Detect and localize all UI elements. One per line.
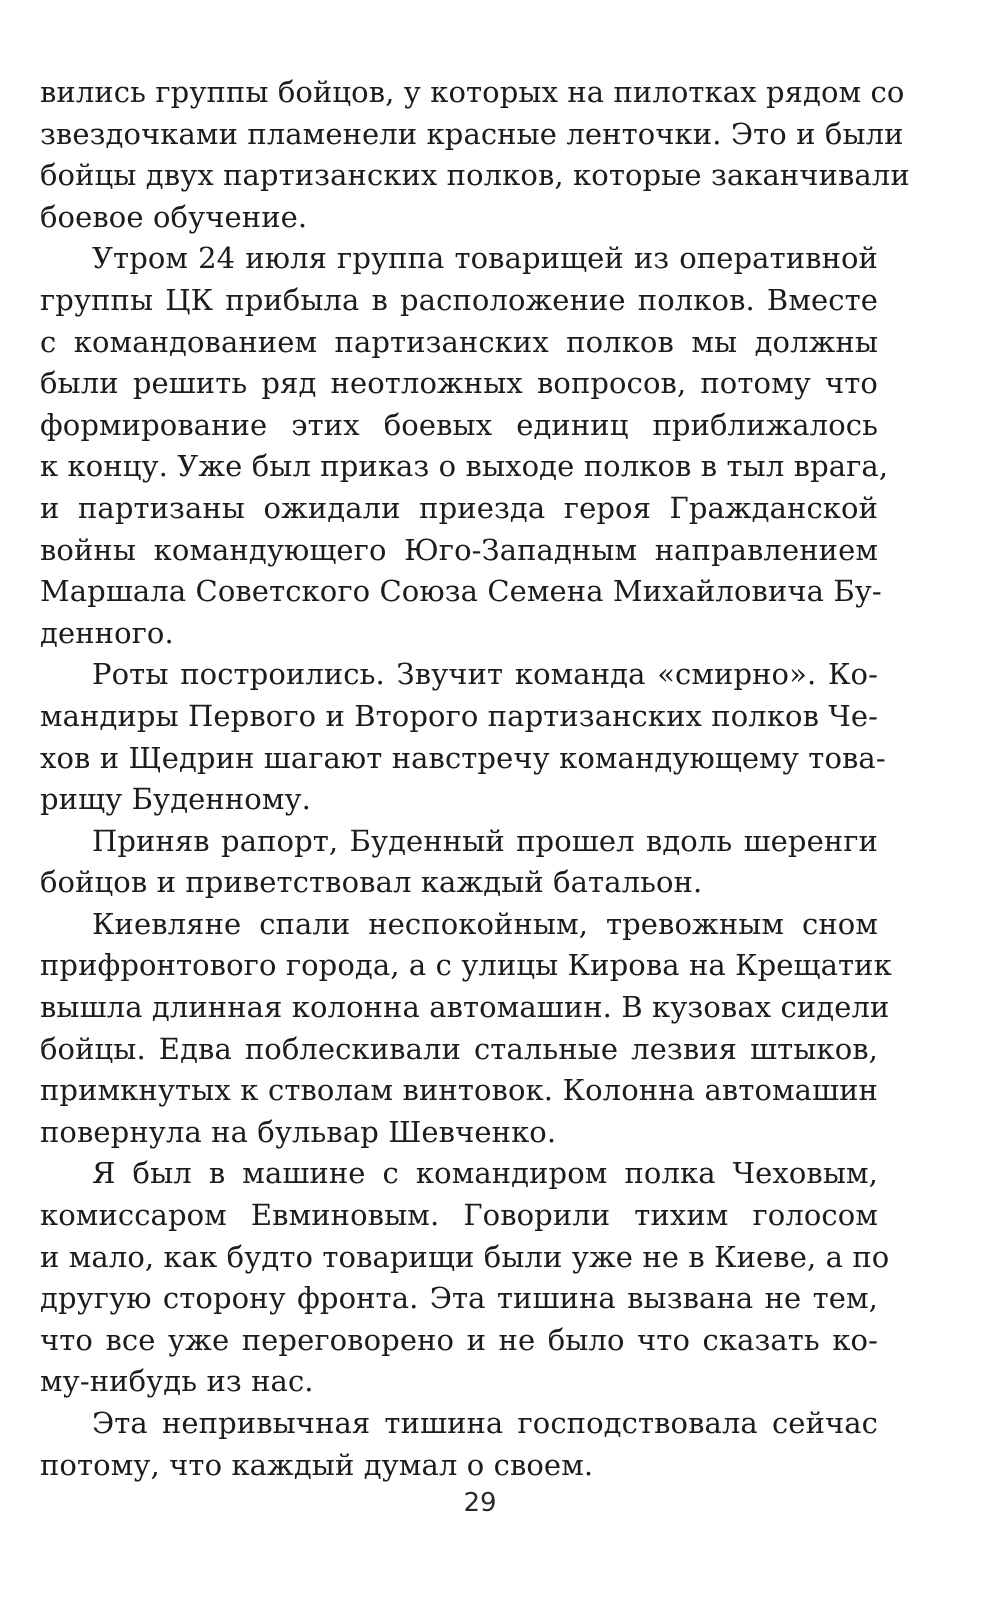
paragraph-1 bbox=[40, 72, 910, 238]
text-line: к концу. Уже был приказ о выходе полков в тыл врага, bbox=[40, 449, 889, 484]
paragraph-2 bbox=[40, 238, 889, 654]
text-line: му-нибудь из нас. bbox=[40, 1364, 314, 1399]
text-line: войны командующего Юго-Западным направлением bbox=[40, 532, 878, 567]
text-line: и партизаны ожидали приезда героя Гражданской bbox=[40, 490, 878, 525]
text-line: с командованием партизанских полков мы должны bbox=[40, 324, 878, 359]
text-line: другую сторону фронта. Эта тишина вызвана не тем, bbox=[40, 1281, 878, 1316]
text-line: вышла длинная колонна автомашин. В кузовах сидели bbox=[40, 990, 890, 1025]
body-text bbox=[40, 72, 910, 1486]
text-line: Я был в машине с командиром полка Чеховым, bbox=[92, 1156, 878, 1191]
text-line: прифронтового города, а с улицы Кирова на Крещатик bbox=[40, 948, 892, 983]
text-line: Утром 24 июля группа товарищей из оперативной bbox=[92, 241, 878, 276]
text-line: бойцы двух партизанских полков, которые заканчивали bbox=[40, 158, 910, 193]
text-line: бойцы. Едва поблескивали стальные лезвия штыков, bbox=[40, 1031, 878, 1066]
text-line: Маршала Советского Союза Семена Михайловича Бу- bbox=[40, 574, 882, 609]
text-line: повернула на бульвар Шевченко. bbox=[40, 1114, 557, 1149]
page-number: 29 bbox=[463, 1488, 497, 1518]
text-line: денного. bbox=[40, 615, 174, 650]
text-line: бойцов и приветствовал каждый батальон. bbox=[40, 865, 703, 900]
text-line: потому, что каждый думал о своем. bbox=[40, 1447, 594, 1482]
text-line: группы ЦК прибыла в расположение полков. Вместе bbox=[40, 282, 878, 317]
text-line: хов и Щедрин шагают навстречу командующему това- bbox=[40, 740, 886, 775]
text-line: вились группы бойцов, у которых на пилотках рядом со bbox=[40, 75, 905, 109]
text-line: мандиры Первого и Второго партизанских полков Че- bbox=[40, 698, 879, 733]
paragraph-4 bbox=[40, 821, 878, 904]
text-line: Эта непривычная тишина господствовала сейчас bbox=[92, 1406, 878, 1440]
text-line: Киевляне спали неспокойным, тревожным сном bbox=[92, 906, 878, 941]
text-line: примкнутых к стволам винтовок. Колонна автомашин bbox=[40, 1073, 878, 1108]
text-line: Роты построились. Звучит команда «смирно». Ко- bbox=[92, 657, 878, 692]
text-line: что все уже переговорено и не было что сказать ко- bbox=[40, 1322, 878, 1357]
text-line: звездочками пламенели красные ленточки. Это и были bbox=[40, 116, 904, 151]
paragraph-3 bbox=[40, 654, 886, 820]
paragraph-7 bbox=[40, 1403, 878, 1486]
text-line: формирование этих боевых единиц приближалось bbox=[40, 407, 878, 442]
text-line: и мало, как будто товарищи были уже не в Киеве, а по bbox=[40, 1239, 890, 1274]
paragraph-6 bbox=[40, 1153, 890, 1403]
text-line: боевое обучение. bbox=[40, 199, 308, 234]
text-line: Приняв рапорт, Буденный прошел вдоль шеренги bbox=[92, 823, 878, 858]
text-line: комиссаром Евминовым. Говорили тихим голосом bbox=[40, 1198, 878, 1233]
text-line: рищу Буденному. bbox=[40, 782, 311, 817]
text-line: были решить ряд неотложных вопросов, потому что bbox=[40, 366, 878, 401]
paragraph-5 bbox=[40, 904, 892, 1154]
